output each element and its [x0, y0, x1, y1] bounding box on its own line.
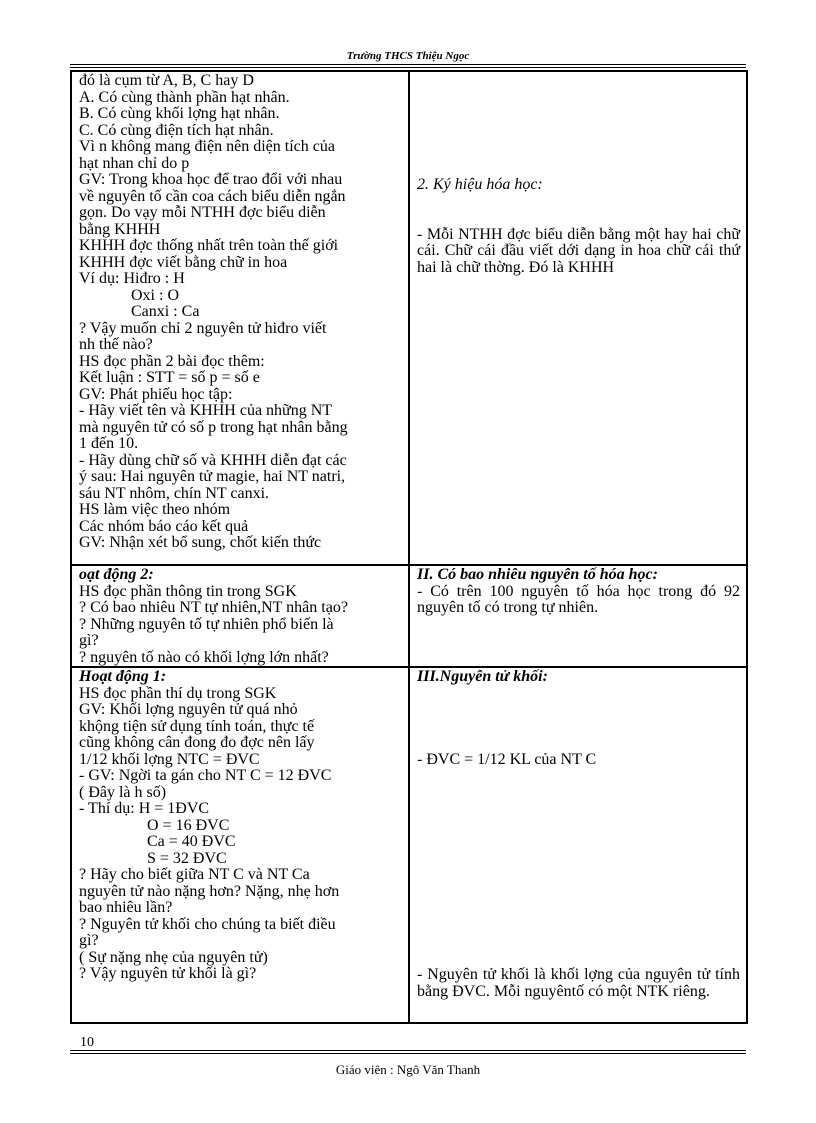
text-line: Các nhóm báo cáo kết quả — [79, 517, 249, 535]
text-line: khộng tiện sử dụng tính toán, thực tế — [79, 717, 315, 735]
text-line: gì? — [79, 632, 99, 649]
section1-left-cell — [71, 71, 409, 565]
text-line: HS đọc phần thí dụ trong SGK — [79, 684, 277, 702]
section-text: - Nguyên tử khối là khối lợng của nguyên tử tính bằng ĐVC. Mỗi nguyêntố có một NTK riêng. — [417, 966, 740, 1000]
dvc-formula: - ĐVC = 1/12 KL của NT C — [417, 750, 597, 768]
header-rule — [70, 64, 746, 65]
text-line: HS đọc phần thông tin trong SGK — [79, 582, 297, 600]
text-line: Canxi : Ca — [131, 303, 200, 320]
text-line: KHHH đợc thống nhất trên toàn thế giới — [79, 237, 339, 254]
text-line: ? Có bao nhiêu NT tự nhiên,NT nhân tạo? — [79, 599, 348, 616]
text-line: B. Có cùng khối lợng hạt nhân. — [79, 105, 280, 122]
footer-rule — [70, 1050, 746, 1051]
text-line: gì? — [79, 932, 99, 949]
text-line: ? Nguyên tử khối cho chúng ta biết điều — [79, 915, 336, 933]
text-line: HS làm việc theo nhóm — [79, 501, 231, 518]
section2-left-cell — [71, 565, 409, 667]
footer-rule-2 — [70, 1053, 746, 1054]
text-line: ( Đây là h số) — [79, 783, 167, 801]
text-line: S = 32 ĐVC — [147, 849, 227, 867]
page-number: 10 — [80, 1035, 94, 1050]
text-line: ? Vậy nguyên tử khối là gì? — [79, 965, 257, 982]
text-line: Vì n không mang điện nên diện tích của — [79, 138, 335, 155]
text-line: 1 đến 10. — [79, 435, 139, 452]
text-line: - Hãy dùng chữ số và KHHH diễn đạt các — [79, 451, 347, 469]
text-line: sáu NT nhôm, chín NT canxi. — [79, 484, 270, 502]
text-line: nguyên tử nào nặng hơn? Nặng, nhẹ hơn — [79, 882, 340, 900]
text-line: GV: Khối lợng nguyên tử quá nhỏ — [79, 701, 298, 718]
section-text: - Mỗi NTHH đợc biểu diễn bằng một hay hai chữ cái. Chữ cái đầu viết dới dạng in hoa chữ cái thứ hai là chữ thờng. Đó là KHHH — [417, 225, 740, 276]
text-line: GV: Nhận xét bổ sung, chốt kiến thức — [79, 534, 322, 551]
text-line: ? Vậy muốn chỉ 2 nguyên tử hiđro viết — [79, 319, 327, 337]
table-row — [71, 667, 747, 1023]
text-line: O = 16 ĐVC — [147, 816, 230, 834]
page-header: Trường THCS Thiệu Ngọc — [346, 50, 470, 62]
text-line: gọn. Do vạy mỗi NTHH đợc biểu diễn — [79, 204, 326, 221]
text-line: về nguyên tố cần coa cách biểu diễn ngắn — [79, 187, 346, 205]
text-line: đó là cụm từ A, B, C hay D — [79, 72, 254, 89]
table-row — [71, 71, 747, 565]
text-line: - Hãy viết tên và KHHH của những NT — [79, 402, 333, 419]
text-line: Kết luận : STT = số p = số e — [79, 369, 260, 386]
text-line: GV: Phát phiếu học tập: — [79, 385, 233, 403]
activity-heading: Hoạt động 1: — [79, 668, 167, 685]
section-heading: III.Nguyên tử khối: — [417, 668, 548, 685]
text-line: C. Có cùng điện tích hạt nhân. — [79, 121, 274, 139]
text-line: cũng không cân đong đo đợc nên lấy — [79, 734, 315, 751]
text-line: HS đọc phần 2 bài đọc thêm: — [79, 352, 265, 370]
text-line: ý sau: Hai nguyên tử magie, hai NT natri, — [79, 468, 346, 485]
text-line: - Thí dụ: H = 1ĐVC — [79, 800, 210, 817]
text-line: hạt nhan chỉ do p — [79, 154, 190, 172]
text-line: ? Hãy cho biết giữa NT C và NT Ca — [79, 866, 310, 883]
section-heading: 2. Ký hiệu hóa học: — [417, 176, 543, 193]
text-line: ( Sự nặng nhẹ của nguyên tử) — [79, 948, 268, 966]
table-row — [71, 565, 747, 667]
text-line: mà nguyên tử có số p trong hạt nhân bằng — [79, 418, 348, 436]
text-line: A. Có cùng thành phần hạt nhân. — [79, 88, 290, 106]
text-line: Oxi : O — [131, 286, 179, 304]
text-line: GV: Trong khoa học để trao đổi với nhau — [79, 171, 343, 188]
activity-heading: oạt động 2: — [79, 566, 154, 583]
section2-right-cell — [409, 565, 747, 667]
text-line: - GV: Ngời ta gán cho NT C = 12 ĐVC — [79, 767, 332, 784]
text-line: nh thế nào? — [79, 336, 153, 353]
section1-right-cell — [409, 71, 747, 565]
header-rule-2 — [70, 67, 746, 68]
text-line: Ca = 40 ĐVC — [147, 833, 236, 850]
text-line: ? nguyên tố nào có khối lợng lớn nhất? — [79, 648, 329, 666]
text-line: bao nhiêu lần? — [79, 899, 173, 916]
text-line: KHHH đợc viết bằng chữ in hoa — [79, 253, 288, 271]
page-footer: Giáo viên : Ngô Văn Thanh — [335, 1062, 481, 1077]
text-line: 1/12 khối lợng NTC = ĐVC — [79, 750, 260, 768]
section3-right-cell — [409, 667, 747, 1023]
section-heading: II. Có bao nhiêu nguyên tố hóa học: — [417, 566, 658, 583]
lesson-table — [70, 70, 748, 1024]
text-line: ? Những nguyên tố tự nhiên phổ biến là — [79, 615, 334, 633]
text-line: Ví dụ: Hiđro : H — [79, 270, 185, 287]
section-text: - Có trên 100 nguyên tố hóa học trong đó 92 nguyên tố có trong tự nhiên. — [417, 582, 740, 616]
text-line: bằng KHHH — [79, 220, 161, 238]
section3-left-cell — [71, 667, 409, 1023]
